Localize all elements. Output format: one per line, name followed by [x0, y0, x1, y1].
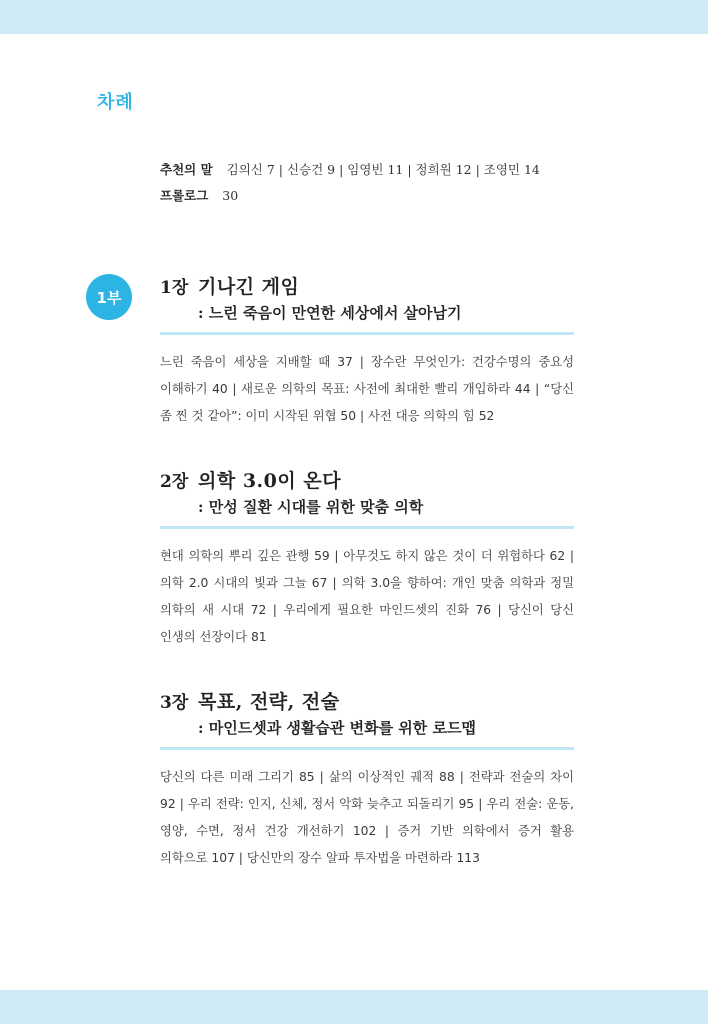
- front-matter-prologue: [160, 188, 238, 204]
- chapter-heading: [160, 272, 574, 301]
- chapter-number: 1장: [160, 278, 189, 298]
- chapter-divider: [160, 332, 574, 335]
- chapter-contents: 현대 의학의 뿌리 깊은 관행 59 | 아무것도 하지 않은 것이 더 위험하다 62 | 의학 2.0 시대의 빛과 그늘 67 | 의학 3.0을 향하여: 개인 맞춤 의학과 정밀 의학의 새 시대 72 | 우리에게 필요한 마인드셋의 진화 76 | 당신이 당신 인생의 선장이다 81: [160, 549, 574, 644]
- chapter-title: 의학 3.0이 온다: [198, 470, 342, 492]
- toc-title: 차례: [97, 92, 134, 113]
- part-badge: 1부: [86, 274, 132, 320]
- chapter-subtitle: : 느린 죽음이 만연한 세상에서 살아남기: [198, 304, 462, 322]
- front-matter-recommendations: [160, 162, 540, 178]
- chapter-divider: [160, 747, 574, 750]
- front-matter-label: 추천의 말: [160, 162, 213, 177]
- chapter-contents: 느린 죽음이 세상을 지배할 때 37 | 장수란 무엇인가: 건강수명의 중요성 이해하기 40 | 새로운 의학의 목표: 사전에 최대한 빨리 개입하라 44 | “당신 좀 찐 것 같아”: 이미 시작된 위협 50 | 사전 대응 의학의 힘 52: [160, 355, 574, 423]
- chapter-heading: [160, 466, 574, 495]
- chapter-heading: [160, 687, 574, 716]
- front-matter-label: 프롤로그: [160, 188, 209, 203]
- chapter-1: [160, 272, 574, 430]
- front-matter-pages: 30: [222, 188, 239, 203]
- chapter-contents: 당신의 다른 미래 그리기 85 | 삶의 이상적인 궤적 88 | 전략과 전술의 차이 92 | 우리 전략: 인지, 신체, 정서 악화 늦추고 되돌리기 95 | 우리 전술: 운동, 영양, 수면, 정서 건강 개선하기 102 | 증거 기반 의학에서 증거 활용 의학으로 107 | 당신만의 장수 알파 투자법을 마련하라 113: [160, 770, 574, 865]
- chapter-title: 목표, 전략, 전술: [198, 691, 340, 713]
- chapter-3: [160, 687, 574, 872]
- chapter-number: 3장: [160, 693, 189, 713]
- chapter-divider: [160, 526, 574, 529]
- top-color-band: [0, 0, 708, 34]
- bottom-color-band: [0, 990, 708, 1024]
- chapter-subtitle: : 마인드셋과 생활습관 변화를 위한 로드맵: [198, 719, 476, 737]
- chapter-number: 2장: [160, 472, 189, 492]
- chapter-subtitle: : 만성 질환 시대를 위한 맞춤 의학: [198, 498, 424, 516]
- front-matter-pages: 김의신 7 | 신승건 9 | 임영빈 11 | 정희원 12 | 조영민 14: [226, 162, 540, 177]
- chapter-title: 기나긴 게임: [198, 276, 300, 298]
- chapter-2: [160, 466, 574, 651]
